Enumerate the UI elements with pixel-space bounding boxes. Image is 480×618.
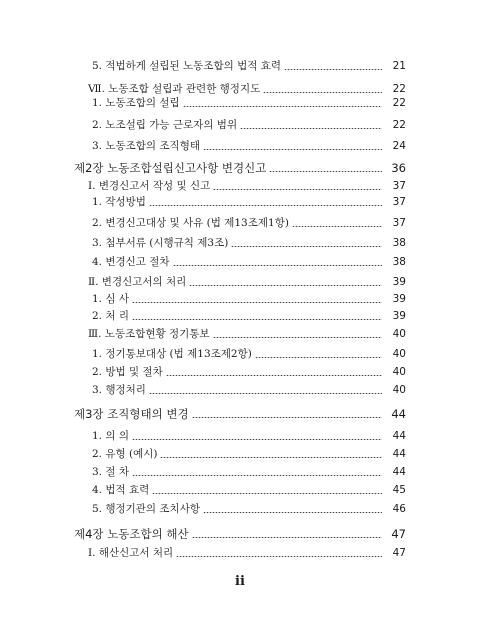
toc-entry-label: 1. 정기통보대상 (법 제13조제2항)	[92, 348, 252, 360]
toc-entry-label: 1. 노동조합의 설립	[92, 97, 180, 109]
toc-entry-page: 40	[392, 328, 406, 340]
toc-entry-page: 24	[392, 140, 406, 152]
toc-entry-item	[92, 464, 406, 480]
dot-leader	[231, 246, 382, 247]
toc-entry-item	[92, 235, 406, 251]
toc-entry-label: Ⅰ. 해산신고서 처리	[88, 547, 174, 559]
toc-entry-label: 3. 행정처리	[92, 384, 146, 396]
dot-leader	[284, 69, 382, 70]
toc-entry-label: 1. 의 의	[92, 430, 129, 442]
dot-leader	[132, 475, 382, 476]
toc-entry-page: 47	[392, 547, 406, 559]
toc-entry-section	[88, 274, 406, 290]
dot-leader	[269, 171, 382, 172]
dot-leader	[192, 417, 382, 418]
toc-entry-label: 3. 절 차	[92, 466, 129, 478]
toc-entry-page: 38	[392, 237, 406, 249]
toc-entry-label: Ⅱ. 변경신고서의 처리	[88, 276, 187, 288]
toc-entry-page: 21	[392, 60, 406, 72]
toc-entry-label: 1. 작성방법	[92, 196, 146, 208]
toc-entry-item	[92, 138, 406, 154]
toc-entry-page: 37	[392, 217, 406, 229]
toc-entry-page: 44	[392, 448, 406, 460]
dot-leader	[189, 285, 382, 286]
toc-entry-item	[92, 58, 406, 74]
toc-entry-item	[92, 364, 406, 380]
toc-entry-section	[88, 326, 406, 342]
toc-entry-item	[92, 382, 406, 398]
toc-entry-item	[92, 95, 406, 111]
toc-entry-page: 44	[392, 430, 406, 442]
dot-leader	[263, 92, 382, 93]
toc-entry-section	[88, 178, 406, 194]
toc-entry-chapter	[74, 406, 406, 422]
toc-entry-chapter	[74, 160, 406, 176]
toc-entry-item	[92, 482, 406, 498]
toc-entry-page: 39	[392, 310, 406, 322]
toc-entry-item	[92, 194, 406, 210]
toc-entry-item	[92, 291, 406, 307]
dot-leader	[152, 493, 382, 494]
toc-entry-page: 22	[392, 119, 406, 131]
toc-entry-page: 39	[392, 293, 406, 305]
dot-leader	[132, 302, 382, 303]
toc-entry-label: 5. 행정기관의 조치사항	[92, 503, 200, 515]
toc-entry-label: 3. 노동조합의 조직형태	[92, 140, 200, 152]
toc-entry-page: 45	[392, 484, 406, 496]
dot-leader	[173, 265, 382, 266]
toc-entry-page: 47	[391, 527, 406, 541]
toc-entry-page: 22	[392, 83, 406, 95]
dot-leader	[213, 189, 382, 190]
dot-leader	[255, 357, 382, 358]
toc-entry-label: 3. 첨부서류 (시행규칙 제3조)	[92, 237, 229, 249]
toc-entry-label: 5. 적법하게 설립된 노동조합의 법적 효력	[92, 60, 281, 72]
toc-entry-label: 2. 방법 및 절차	[92, 366, 163, 378]
dot-leader	[132, 319, 382, 320]
dot-leader	[166, 375, 382, 376]
toc-entry-label: 제4장 노동조합의 해산	[74, 527, 189, 541]
toc-entry-label: 제3장 조직형태의 변경	[74, 407, 189, 421]
dot-leader	[203, 149, 382, 150]
toc-entry-label: Ⅶ. 노동조합 설립과 관련한 행정지도	[88, 83, 261, 95]
toc-entry-page: 46	[392, 503, 406, 515]
toc-entry-label: 제2장 노동조합설립신고사항 변경신고	[74, 161, 267, 175]
toc-entry-page: 40	[392, 384, 406, 396]
toc-entry-page: 22	[392, 97, 406, 109]
toc-entry-page: 39	[392, 276, 406, 288]
toc-entry-page: 40	[392, 348, 406, 360]
dot-leader	[240, 128, 382, 129]
toc-entry-item	[92, 215, 406, 231]
toc-entry-item	[92, 254, 406, 270]
toc-entry-label: Ⅲ. 노동조합현황 정기통보	[88, 328, 210, 340]
toc-entry-section	[88, 545, 406, 561]
dot-leader	[132, 439, 382, 440]
toc-entry-item	[92, 346, 406, 362]
dot-leader	[160, 457, 382, 458]
dot-leader	[192, 537, 382, 538]
toc-entry-label: Ⅰ. 변경신고서 작성 및 신고	[88, 180, 211, 192]
toc-entry-item	[92, 117, 406, 133]
dot-leader	[149, 393, 382, 394]
toc-entry-item	[92, 501, 406, 517]
toc-entry-label: 1. 심 사	[92, 293, 129, 305]
toc-entry-label: 4. 법적 효력	[92, 484, 150, 496]
toc-entry-label: 2. 노조설립 가능 근로자의 범위	[92, 119, 238, 131]
toc-entry-page: 44	[392, 466, 406, 478]
toc-entry-chapter	[74, 526, 406, 542]
toc-entry-label: 2. 변경신고대상 및 사유 (법 제13조제1항)	[92, 217, 289, 229]
dot-leader	[149, 205, 382, 206]
page-number: ii	[235, 574, 245, 589]
dot-leader	[203, 512, 382, 513]
dot-leader	[213, 337, 382, 338]
dot-leader	[176, 556, 382, 557]
toc-entry-label: 4. 변경신고 절차	[92, 256, 170, 268]
toc-entry-label: 2. 처 리	[92, 310, 129, 322]
toc-entry-item	[92, 446, 406, 462]
toc-entry-page: 44	[391, 407, 406, 421]
toc-entry-page: 40	[392, 366, 406, 378]
toc-entry-item	[92, 308, 406, 324]
toc-entry-label: 2. 유형 (예시)	[92, 448, 158, 460]
toc-entry-page: 38	[392, 256, 406, 268]
toc-entry-item	[92, 428, 406, 444]
dot-leader	[292, 226, 382, 227]
toc-entry-page: 37	[392, 196, 406, 208]
toc-entry-page: 36	[391, 161, 406, 175]
toc-entry-page: 37	[392, 180, 406, 192]
dot-leader	[183, 106, 382, 107]
